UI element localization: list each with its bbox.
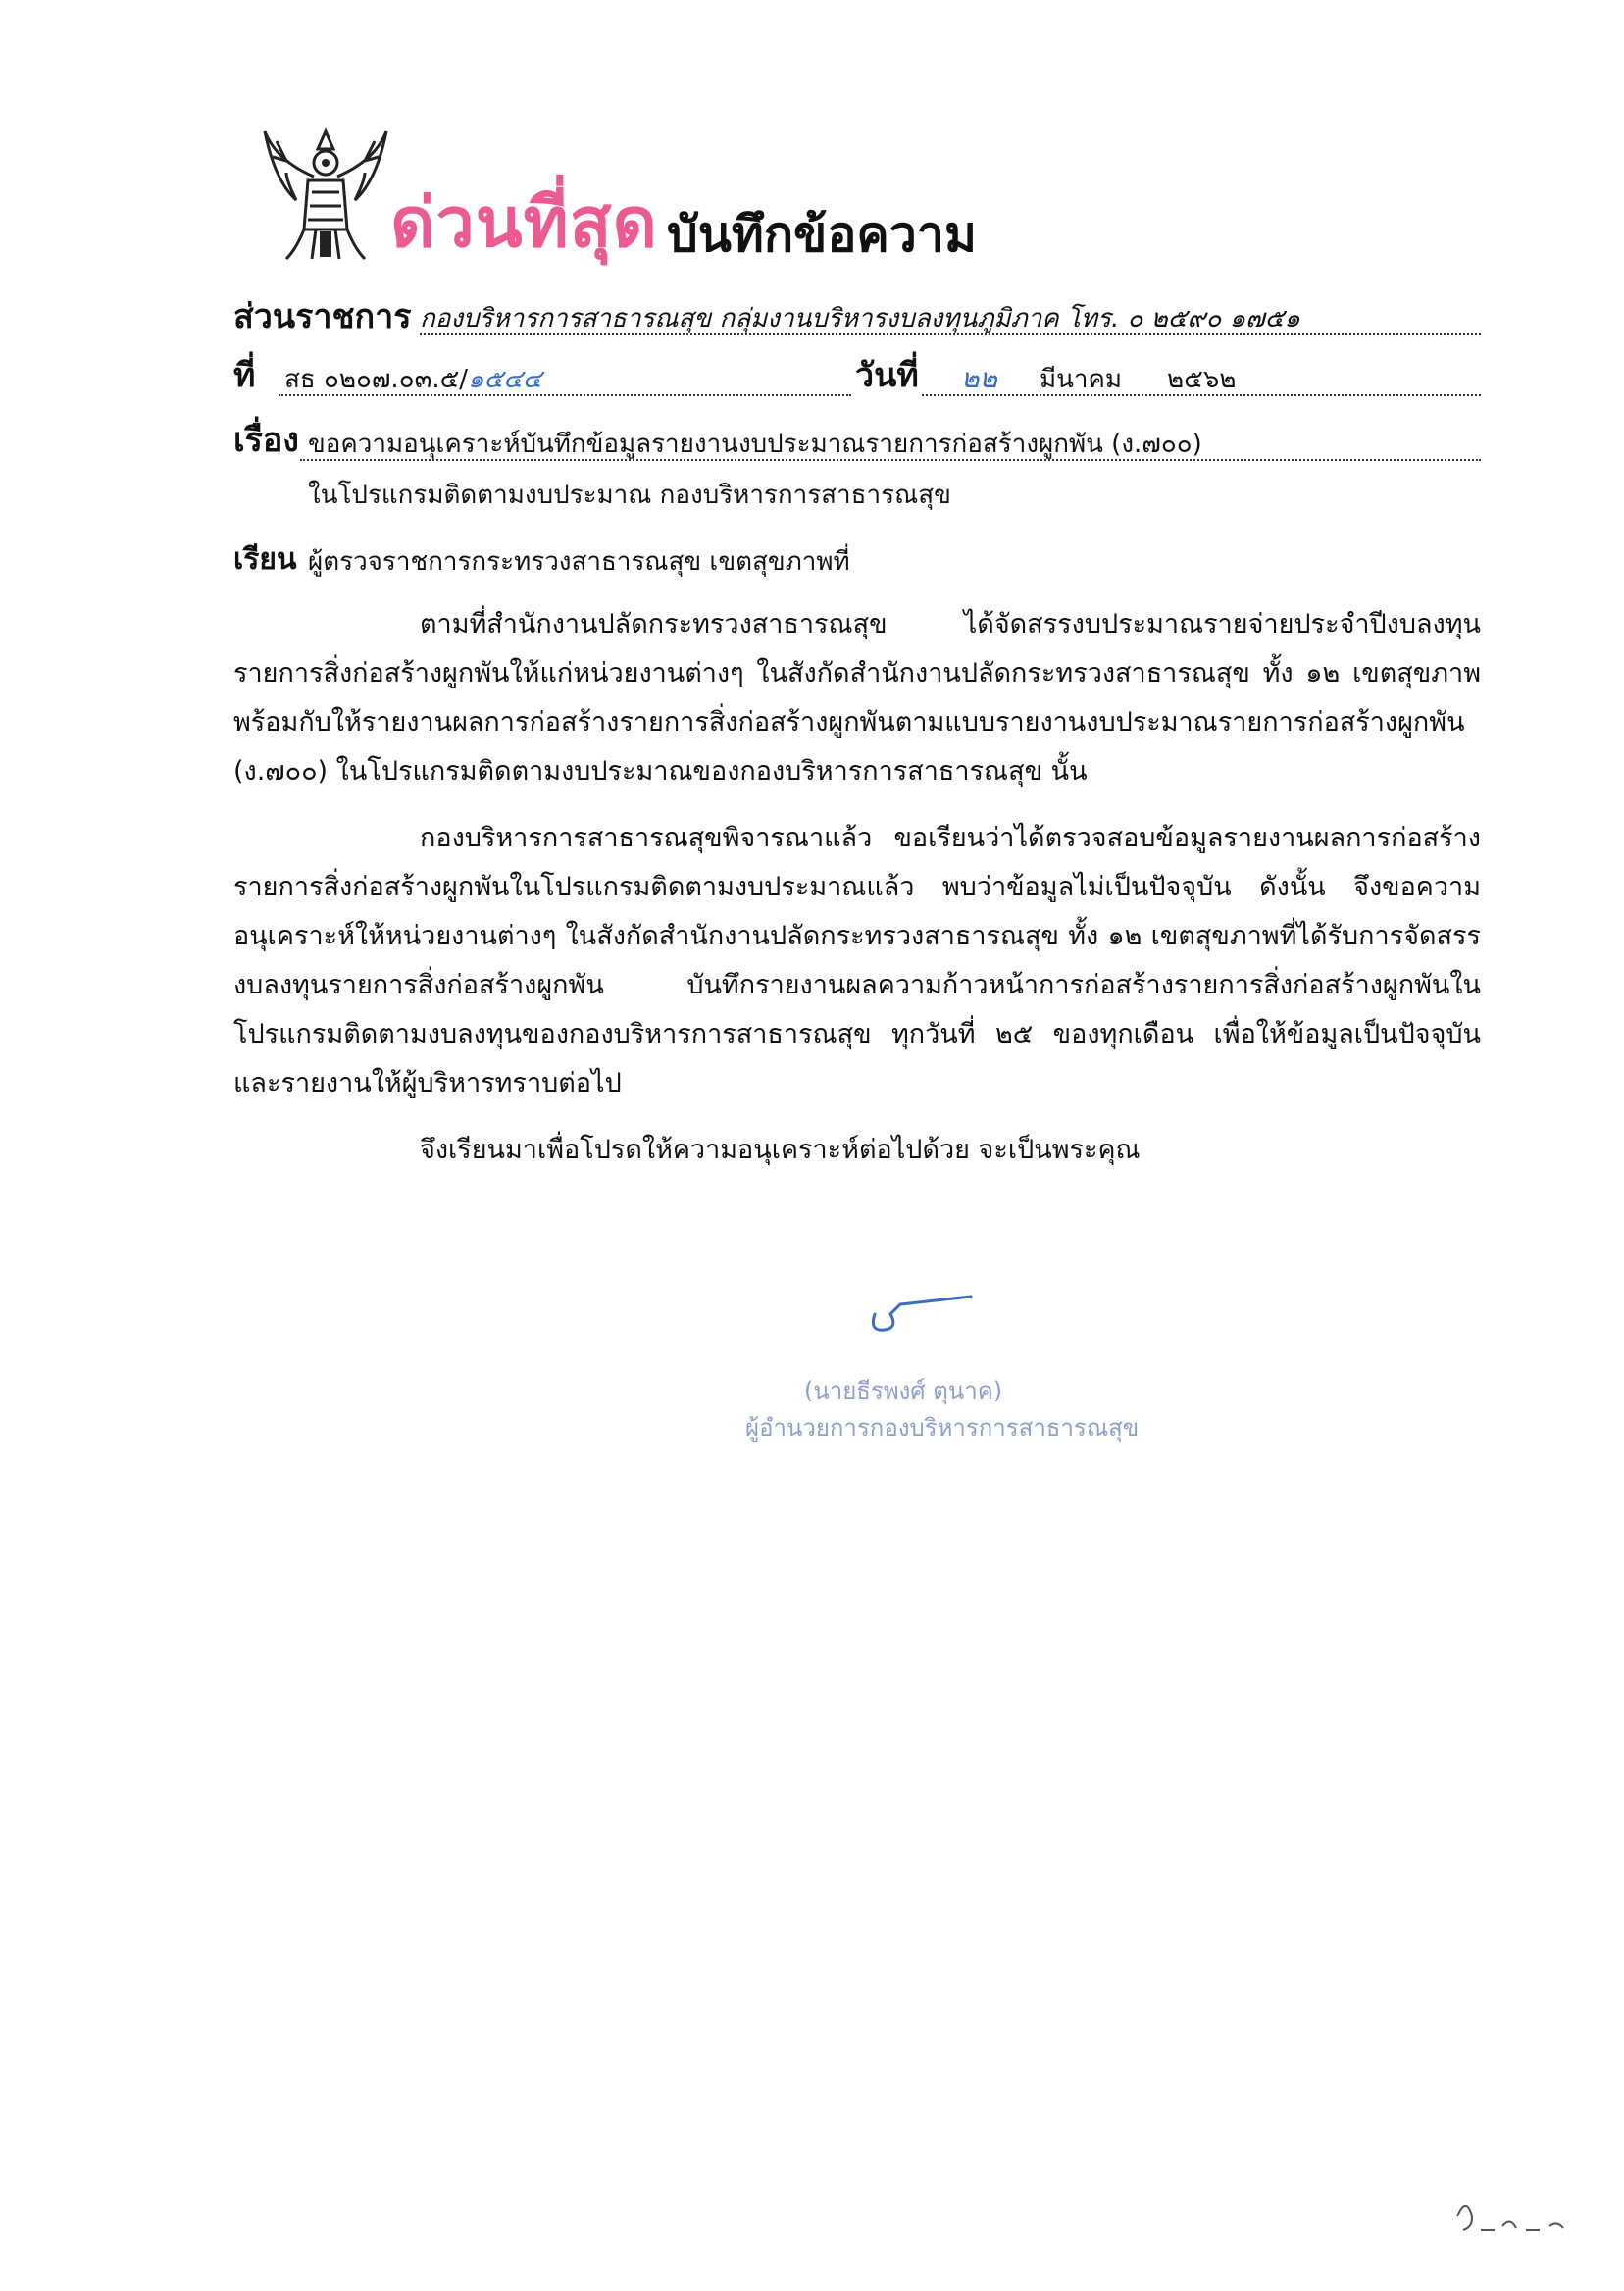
subject-line2: ในโปรแกรมติดตามงบประมาณ กองบริหารการสาธารณสุข (308, 481, 951, 510)
date-year: ๒๕๖๒ (1167, 365, 1237, 394)
ref-dotted-line (279, 394, 851, 396)
signatory-name: (นายธีรพงศ์ ตุนาค) (804, 1377, 1003, 1404)
handwritten-signature (861, 1275, 979, 1344)
agency-value: กองบริหารการสาธารณสุข กลุ่มงานบริหารงบลงทุนภูมิภาค โทร. ๐ ๒๕๙๐ ๑๗๕๑ (420, 304, 1300, 333)
subject-dotted-line (300, 459, 1481, 461)
signatory-position: ผู้อำนวยการกองบริหารการสาธารณสุข (745, 1414, 1140, 1442)
agency-label: ส่วนราชการ (233, 297, 412, 336)
body-paragraph-2-text: กองบริหารการสาธารณสุขพิจารณาแล้ว ขอเรียนว่าได้ตรวจสอบข้อมูลรายงานผลการก่อสร้างรายการสิ่งก่อสร้างผูกพันในโปรแกรมติดตามงบประมาณแล้ว พบว่าข้อมูลไม่เป็นปัจจุบัน ดังนั้น จึงขอความอนุเคราะห์ให้หน่วยงานต่างๆ ในสังกัดสำนักงานปลัดกระทรวงสาธารณสุข ทั้ง ๑๒ เขตสุขภาพที่ได้รับการจัดสรรงบลงทุนรายการสิ่งก่อสร้างผูกพัน บันทึกรายงานผลความก้าวหน้าการก่อสร้างรายการสิ่งก่อสร้างผูกพันในโปรแกรมติดตามงบลงทุนของกองบริหารการสาธารณสุข ทุกวันที่ ๒๕ ของทุกเดือน เพื่อให้ข้อมูลเป็นปัจจุบัน และรายงานให้ผู้บริหารทราบต่อไป (233, 823, 1481, 1098)
agency-dotted-line (420, 333, 1481, 335)
garuda-emblem-icon (257, 122, 394, 269)
body-paragraph-1-text: ตามที่สำนักงานปลัดกระทรวงสาธารณสุข ได้จัดสรรงบประมาณรายจ่ายประจำปีงบลงทุนรายการสิ่งก่อสร้างผูกพันให้แก่หน่วยงานต่างๆ ในสังกัดสำนักงานปลัดกระทรวงสาธารณสุข ทั้ง ๑๒ เขตสุขภาพ พร้อมกับให้รายงานผลการก่อสร้างรายการสิ่งก่อสร้างผูกพันตามแบบรายงานงบประมาณรายการก่อสร้างผูกพัน (ง.๗๐๐) ในโปรแกรมติดตามงบประมาณของกองบริหารการสาธารณสุข นั้น (233, 609, 1481, 787)
to-value: ผู้ตรวจราชการกระทรวงสาธารณสุข เขตสุขภาพที่ (308, 547, 850, 577)
subject-label: เรื่อง (233, 421, 299, 460)
corner-handwritten-mark (1451, 2187, 1589, 2246)
ref-label: ที่ (233, 356, 256, 395)
to-label: เรียน (233, 542, 297, 577)
date-day: ๒๒ (961, 362, 997, 394)
memo-title: บันทึกข้อความ (667, 206, 977, 263)
ref-handwritten-number: ๑๕๔๔ (468, 365, 542, 394)
ref-value (284, 367, 542, 392)
date-dotted-line (922, 394, 1481, 396)
subject-line1: ขอความอนุเคราะห์บันทึกข้อมูลรายงานงบประมาณรายการก่อสร้างผูกพัน (ง.๗๐๐) (308, 430, 1202, 459)
closing-paragraph (233, 1126, 1481, 1175)
urgency-stamp: ด่วนที่สุด (390, 182, 658, 263)
body-paragraph-2 (233, 814, 1481, 1108)
ref-number-text: สธ ๐๒๐๗.๐๓.๕/ (284, 365, 469, 394)
date-label: วันที่ (855, 356, 919, 395)
date-month: มีนาคม (1040, 365, 1123, 394)
closing-text: จึงเรียนมาเพื่อโปรดให้ความอนุเคราะห์ต่อไปด้วย จะเป็นพระคุณ (420, 1135, 1141, 1165)
body-paragraph-1 (233, 600, 1481, 796)
